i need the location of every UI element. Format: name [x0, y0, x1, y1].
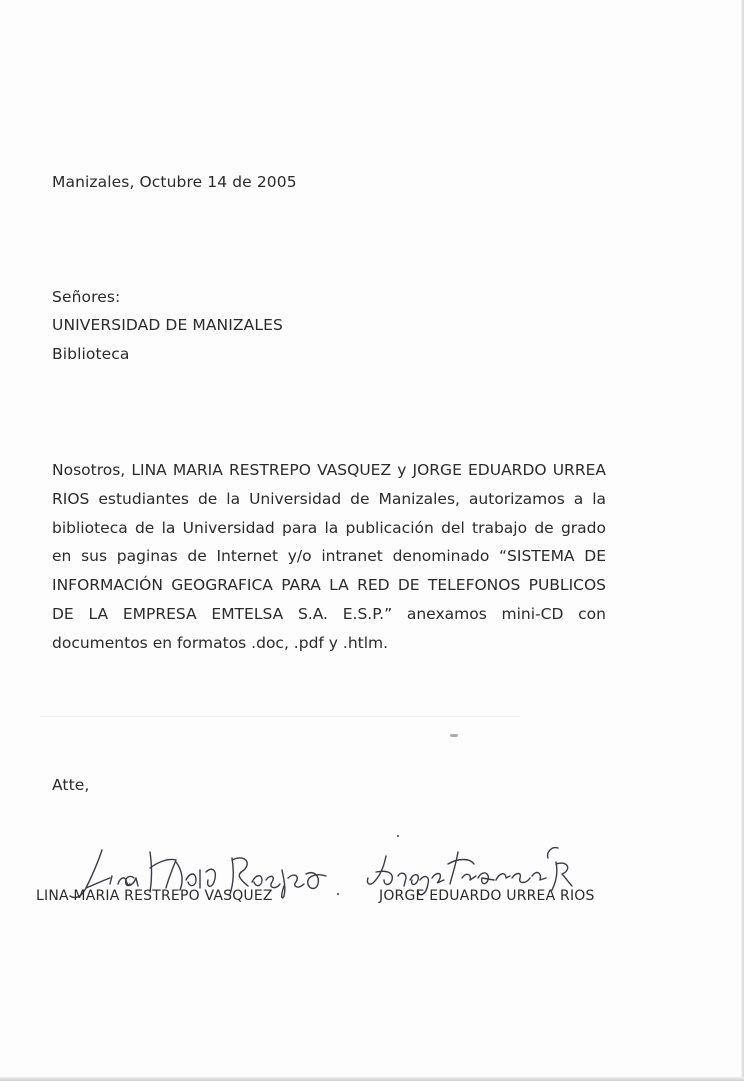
- closing: Atte,: [52, 776, 90, 794]
- scan-speck: [450, 734, 458, 737]
- date-line: Manizales, Octubre 14 de 2005: [52, 173, 297, 191]
- signatory-2-name: JORGE EDUARDO URREA RIOS: [379, 888, 595, 904]
- recipient-organization: UNIVERSIDAD DE MANIZALES: [52, 316, 283, 334]
- recipient-department: Biblioteca: [52, 345, 130, 363]
- signatory-1-name: LINA MARIA RESTREPO VASQUEZ: [36, 888, 273, 904]
- scan-artifact-line: [40, 716, 520, 717]
- scan-edge-bottom: [0, 1077, 744, 1081]
- letter-body: Nosotros, LINA MARIA RESTREPO VASQUEZ y JORGE EDUARDO URREA RIOS estudiantes de la Universidad de Manizales, autorizamos a la biblioteca de la Universidad para la publicación del trabajo de grado en sus paginas de Internet y/o intranet denominado “SISTEMA DE INFORMACIÓN GEOGRAFICA PARA LA RED DE TELEFONOS PUBLICOS DE LA EMPRESA EMTELSA S.A. E.S.P.” anexamos mini-CD con documentos en formatos .doc, .pdf y .htlm.: [52, 461, 606, 652]
- salutation: Señores:: [52, 288, 121, 306]
